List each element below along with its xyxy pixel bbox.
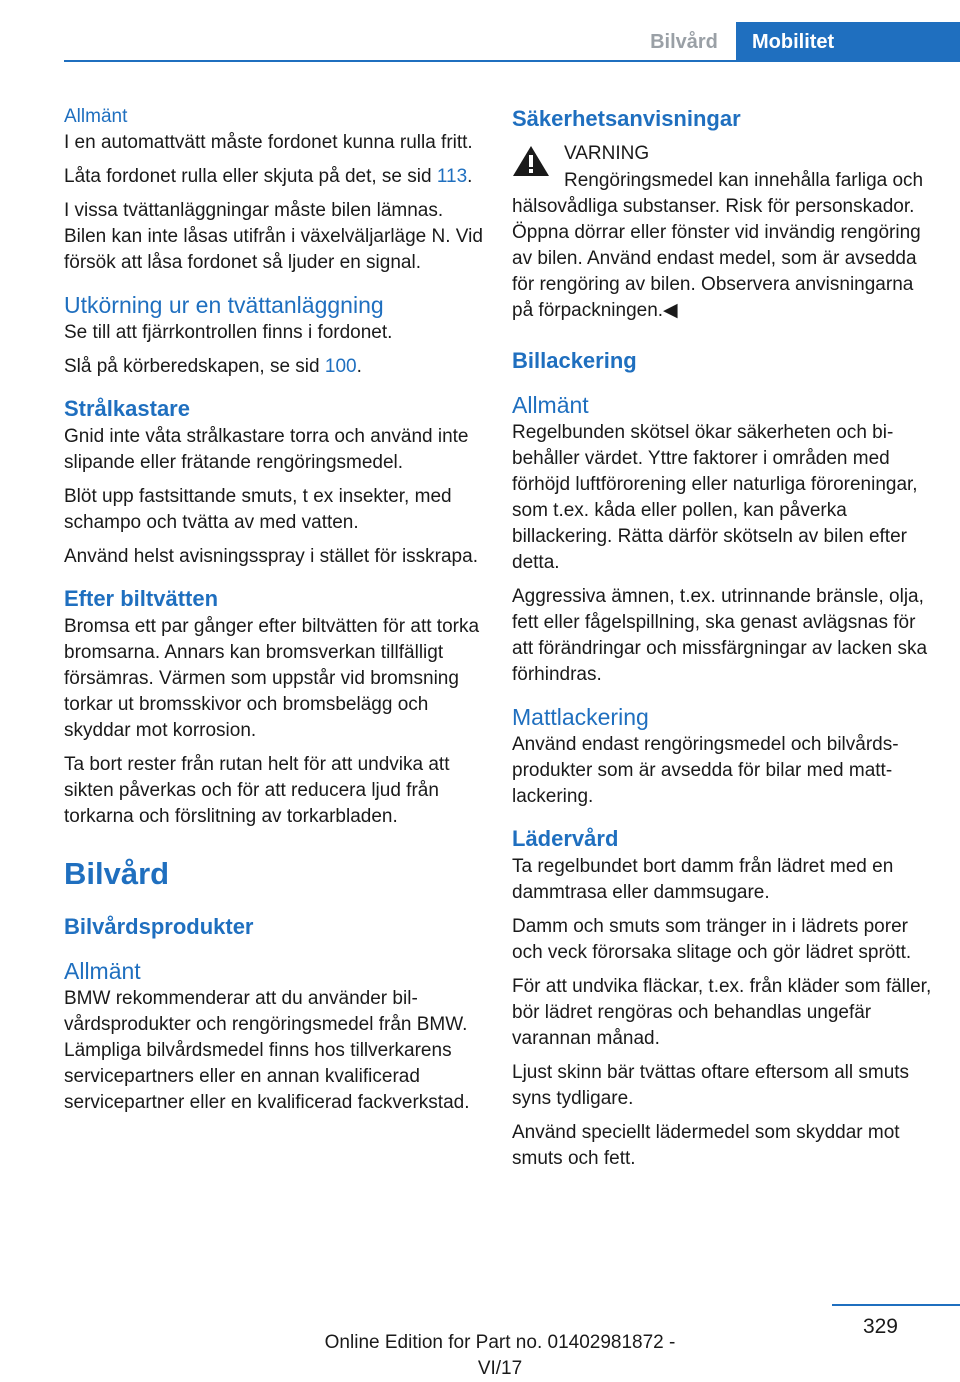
page-link-100[interactable]: 100 <box>324 356 357 377</box>
paragraph-stralkastare-3: Använd helst avisningsspray i stället för isskrapa. <box>64 546 478 567</box>
heading-billackering: Billackering <box>512 348 637 373</box>
heading-bilvard: Bilvård <box>64 856 170 891</box>
paragraph-bromsa: Bromsa ett par gånger efter biltvätten för att torka bromsarna. Annars kan bromsverkan tillfälligt försämras. Värmen som uppstår vid bromsning torkar ut bromsskivor och bromsbelägg och skyddar mot korrosion. <box>64 616 480 741</box>
paragraph-bmw-rekommenderar: BMW rekommenderar att du använder bilvårdsprodukter och rengöringsmedel från BMW. Lämpliga bilvårdsmedel finns hos tillverkarens servicepartners eller en annan kvalificerad servicepartner eller en kvalificerad fackverkstad. <box>64 988 470 1113</box>
tab-mobilitet[interactable]: Mobilitet <box>736 22 960 62</box>
warning-label: VARNING <box>564 143 650 164</box>
heading-sakerhetsanvisningar: Säkerhetsanvisningar <box>512 106 741 131</box>
left-column <box>64 104 484 1124</box>
heading-allmant-billackering: Allmänt <box>512 392 589 418</box>
text-period: . <box>356 356 362 377</box>
header-rule <box>64 60 960 62</box>
heading-allmant-automattvatt: Allmänt <box>64 106 128 127</box>
paragraph-ladervard-1: Ta regelbundet bort damm från lädret med en dammtrasa eller dammsugare. <box>512 856 894 903</box>
text-period: . <box>467 166 473 187</box>
paragraph-mattlackering: Använd endast rengöringsmedel och bilvårdsprodukter som är avsedda för bilar med mattlackering. <box>512 734 899 807</box>
warning-text: Rengöringsmedel kan innehålla farliga och hälsovådliga substanser. Risk för personskador. Öppna dörrar eller fönster vid invändig rengöring av bilen. Använd endast medel, som är avsedda för rengöring av bilen. Observera anvisningarna på förpackningen.◀ <box>512 170 924 321</box>
heading-utkorning: Utkörning ur en tvättanläggning <box>64 292 384 318</box>
tab-bilvard[interactable]: Bilvård <box>650 31 718 53</box>
paragraph-ladervard-5: Använd speciellt lädermedel som skyddar mot smuts och fett. <box>512 1122 900 1169</box>
page-number: 329 <box>862 1315 898 1338</box>
paragraph-rutan: Ta bort rester från rutan helt för att undvika att sikten påverkas och för att reducera ljud från torkarna och förslitning av torkarbladen. <box>64 754 450 827</box>
paragraph-lamnas: I vissa tvättanläggningar måste bilen lämnas. Bilen kan inte låsas utifrån i växelväljarläge N. Vid försök att låsa fordonet så ljuder en signal. <box>64 200 483 273</box>
paragraph-stralkastare-2: Blöt upp fastsittande smuts, t ex insekter, med schampo och tvätta av med vatten. <box>64 486 452 533</box>
paragraph-ladervard-2: Damm och smuts som tränger in i lädrets porer och veck förorsaka slitage och gör lädret sprött. <box>512 916 912 963</box>
paragraph-regelbunden: Regelbunden skötsel ökar säkerheten och bibehåller värdet. Yttre faktorer i områden med förhöjd luftförorening eller naturliga föroreningar, som t.ex. kåda eller pollen, kan påverka billackering. Rätta därför skötseln av bilen efter detta. <box>512 422 918 573</box>
paragraph-automattvatt: I en automattvätt måste fordonet kunna rulla fritt. <box>64 132 473 153</box>
page-link-113[interactable]: 113 <box>436 166 468 187</box>
footer-rule <box>832 1304 960 1306</box>
edition-footer: Online Edition for Part no. 01402981872 - VI/17 <box>324 1332 676 1379</box>
warning-triangle-icon <box>512 144 550 183</box>
paragraph-korberedskap <box>64 354 484 380</box>
paragraph-fjarrkontroll: Se till att fjärrkontrollen finns i fordonet. <box>64 322 393 343</box>
heading-efter-biltvatten: Efter biltvätten <box>64 586 219 611</box>
heading-allmant-bilvardsprodukter: Allmänt <box>64 958 141 984</box>
paragraph-aggressiva: Aggressiva ämnen, t.ex. utrinnande bränsle, olja, fett eller fågelspillning, ska genast avlägsnas för att förändringar och missfärgningar av lacken ska förhindras. <box>512 586 928 685</box>
heading-mattlackering: Mattlackering <box>512 704 649 730</box>
heading-ladervard: Lädervård <box>512 826 619 851</box>
text-rulla: Låta fordonet rulla eller skjuta på det, se sid <box>64 166 437 187</box>
right-column <box>512 104 932 1180</box>
paragraph-ladervard-4: Ljust skinn bär tvättas oftare eftersom all smuts syns tydligare. <box>512 1062 910 1109</box>
text-korberedskap: Slå på körberedskapen, se sid <box>64 356 325 377</box>
warning-box <box>512 140 932 324</box>
heading-stralkastare: Strålkastare <box>64 396 190 421</box>
paragraph-ladervard-3: För att undvika fläckar, t.ex. från kläder som fäller, bör lädret rengöras och behandlas ungefär varannan månad. <box>512 976 932 1049</box>
paragraph-stralkastare-1: Gnid inte våta strålkastare torra och använd inte slipande eller frätande rengöringsmedel. <box>64 426 469 473</box>
paragraph-rulla <box>64 164 484 190</box>
heading-bilvardsprodukter: Bilvårdsprodukter <box>64 914 254 939</box>
